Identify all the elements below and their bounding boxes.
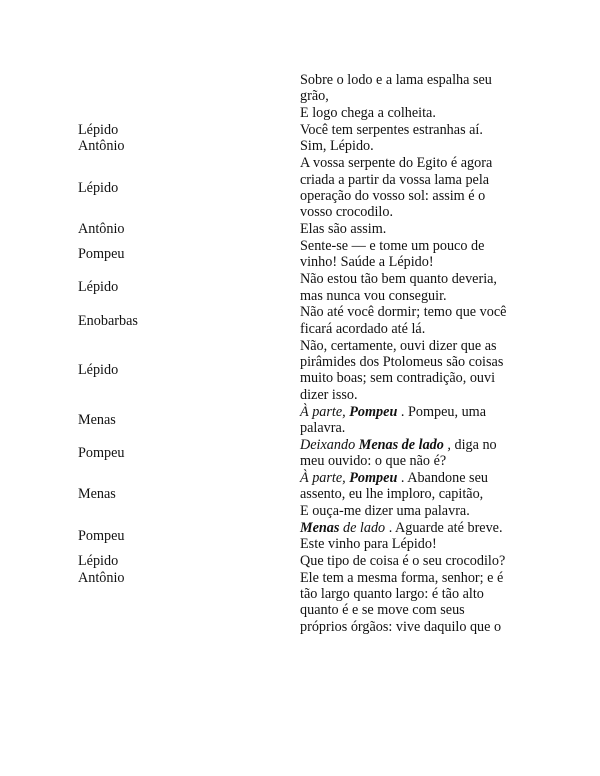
speech-text: Elas são assim. xyxy=(300,221,387,238)
speaker-name: Pompeu xyxy=(78,527,125,544)
script-row xyxy=(78,271,538,304)
stage-direction: À parte, xyxy=(300,470,350,487)
speech-block xyxy=(300,404,526,437)
speech-text: Sente-se — e tome um pouco de vinho! Saúde a Lépido! xyxy=(300,238,485,271)
speaker-name: Antônio xyxy=(78,138,125,155)
speaker-name: Pompeu xyxy=(78,445,125,462)
speaker-name: Lépido xyxy=(78,179,119,196)
script-row xyxy=(78,404,538,437)
stage-direction: Deixando xyxy=(300,436,359,453)
script-row xyxy=(78,437,538,470)
script-row xyxy=(78,338,538,404)
speech-text: diga no meu ouvido: o que não é? xyxy=(300,436,497,470)
script-row xyxy=(78,520,538,553)
speech-text: . Aguarde até breve. Este vinho para Lépido! xyxy=(300,519,503,553)
speech-text: Não até você dormir; temo que você ficará acordado até lá. xyxy=(300,304,507,337)
speech-block xyxy=(300,470,526,519)
speech-block xyxy=(300,520,526,553)
script-row xyxy=(78,221,538,237)
script-row xyxy=(78,570,538,636)
speaker-name: Pompeu xyxy=(78,246,125,263)
stage-direction: À parte, xyxy=(300,403,350,420)
speech-text: A vossa serpente do Egito é agora criada a partir da vossa lama pela operação do vosso sol: assim é o vosso crocodilo. xyxy=(300,155,493,221)
script-table xyxy=(78,72,538,635)
script-row xyxy=(78,138,538,154)
script-row xyxy=(78,238,538,271)
stage-direction: , xyxy=(443,436,451,453)
script-row xyxy=(78,122,538,138)
speech-text: Não, certamente, ouvi dizer que as pirâmides dos Ptolomeus são coisas muito boas; sem contradição, ouvi dizer isso. xyxy=(300,337,504,403)
speech-text: Sim, Lépido. xyxy=(300,138,374,155)
speaker-name: Lépido xyxy=(78,279,119,296)
stage-direction-name: Pompeu xyxy=(349,470,398,487)
speaker-name: Lépido xyxy=(78,121,119,138)
speech-text: . Abandone seu assento, eu lhe imploro, capitão, E ouça-me dizer uma palavra. xyxy=(300,470,488,519)
script-row xyxy=(78,304,538,337)
speaker-name: Menas xyxy=(78,411,116,428)
speech-text: Você tem serpentes estranhas aí. xyxy=(300,121,483,138)
script-row xyxy=(78,72,538,121)
script-row xyxy=(78,553,538,569)
speaker-name: Antônio xyxy=(78,221,125,238)
speaker-name: Lépido xyxy=(78,362,119,379)
speech-text: Ele tem a mesma forma, senhor; e é tão largo quanto largo: é tão alto quanto é e se move com seus próprios órgãos: vive daquilo que o xyxy=(300,569,504,635)
script-row xyxy=(78,470,538,519)
stage-direction: de lado xyxy=(339,519,386,536)
stage-direction-name: Pompeu xyxy=(349,403,398,420)
speaker-name: Antônio xyxy=(78,569,125,586)
speaker-name: Enobarbas xyxy=(78,312,138,329)
stage-direction-name: Menas xyxy=(300,519,340,536)
speech-text: Não estou tão bem quanto deveria, mas nunca vou conseguir. xyxy=(300,271,497,304)
stage-direction-name: Menas de lado xyxy=(358,436,444,453)
speech-block xyxy=(300,437,526,470)
speech-text: Que tipo de coisa é o seu crocodilo? xyxy=(300,552,506,569)
speaker-name: Menas xyxy=(78,486,116,503)
speech-text: . Pompeu, uma palavra. xyxy=(300,403,487,437)
speaker-name: Lépido xyxy=(78,552,119,569)
script-row xyxy=(78,155,538,221)
speech-text: Sobre o lodo e a lama espalha seu grão, E logo chega a colheita. xyxy=(300,72,492,121)
